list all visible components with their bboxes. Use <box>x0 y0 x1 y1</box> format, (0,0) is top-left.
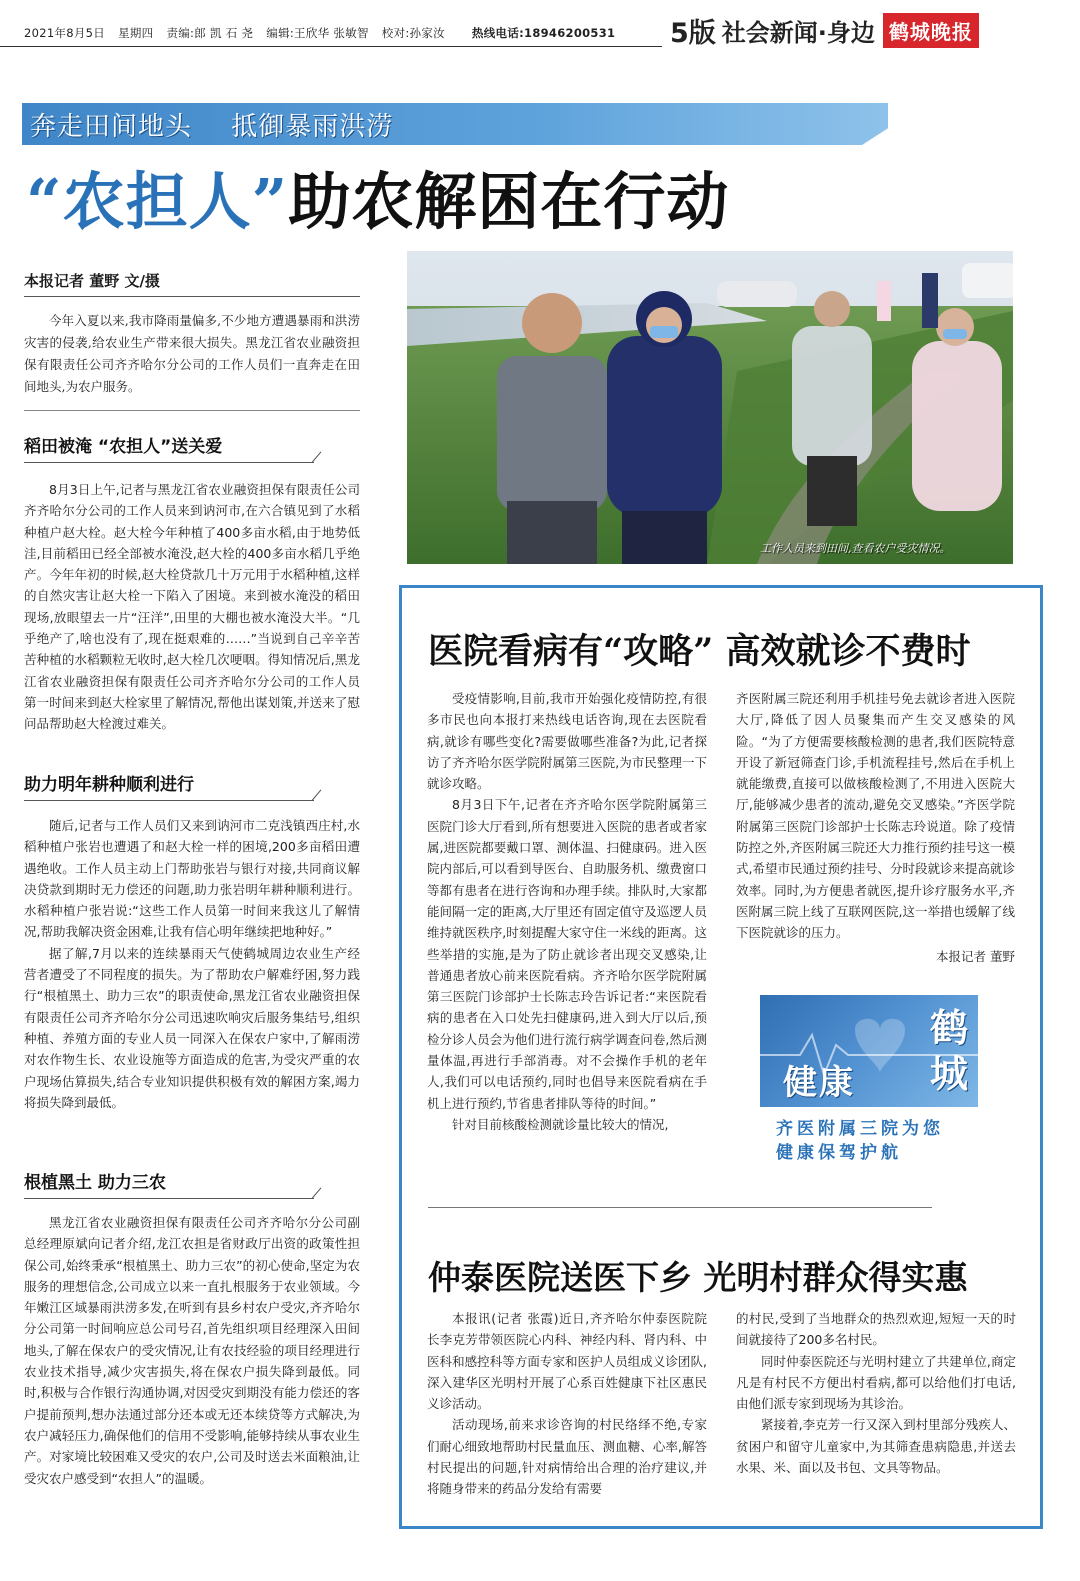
promo-health-text: 健康 <box>783 1063 855 1103</box>
header-rule <box>0 46 662 47</box>
article-author: 本报记者 董野 <box>936 948 1015 964</box>
section-body-1 <box>24 479 360 735</box>
hospital-headline: 医院看病有“攻略” 高效就诊不费时 <box>428 631 971 672</box>
promo-tagline-1: 齐医附属三院为您 <box>776 1119 944 1139</box>
section-body-3 <box>24 1212 360 1489</box>
byline: 本报记者 董野 文/摄 <box>24 272 160 290</box>
page-number: 5版 <box>670 17 716 49</box>
kicker <box>30 106 423 143</box>
hospital-col-1 <box>427 688 707 1135</box>
paragraph: 据了解,7月以来的连续暴雨天气使鹤城周边农业生产经营者遭受了不同程度的损失。为了帮助农户解难纾困,努力践行“根植黑土、助力三农”的职责使命,黑龙江省农业融资担保有限责任公司齐齐哈尔分公司迅速吹响灾后服务集结号,组织种植、养殖方面的专业人员一同深入在保农户家中,了解雨涝对农作物生长、农业设施等方面造成的危害,为受灾严重的农户现场估算损失,结合专业知识提供积极有效的解困方案,竭力将损失降到最低。 <box>24 945 360 1110</box>
village-col-2 <box>736 1308 1016 1478</box>
subhead: 助力明年耕种顺利进行 <box>24 775 194 795</box>
issue-weekday: 星期四 <box>118 26 154 40</box>
proofreader: 校对:孙家汝 <box>381 26 445 40</box>
subhead: 根植黑土 助力三农 <box>24 1173 166 1193</box>
masthead-logo: 鹤城晚报 <box>883 13 979 48</box>
issue-date: 2021年8月5日 <box>24 26 106 40</box>
page-header-right <box>670 12 979 48</box>
headline-quoted: “农担人” <box>26 165 289 238</box>
paragraph: 黑龙江省农业融资担保有限责任公司齐齐哈尔分公司副总经理原斌向记者介绍,龙江农担是省财政厅出资的政策性担保公司,始终秉承“根植黑土、助力三农”的初心使命,坚定为农服务的理想信念,公司成立以来一直扎根服务于农业领域。今年嫩江区域暴雨洪涝多发,在听到有县乡村农户受灾,齐齐哈尔分公司第一时间响应总公司号召,首先组织项目经理深入田间地头,了解在保农户的受灾情况,让有农技经验的项目经理进行农业技术指导,减少灾害损失,将在保农户损失降到最低。同时,积极与合作银行沟通协调,对因受灾到期没有能力偿还的客户提前预判,想办法通过部分还本或无还本续贷等方式解决,为农户减轻压力,确保他们的信用不受影响,能够持续从事农业生产。对家境比较困难又受灾的农户,公司及时送去米面粮油,让受灾农户感受到“农担人”的温暖。 <box>24 1215 360 1486</box>
subhead: 稻田被淹 “农担人”送关爱 <box>24 437 223 457</box>
hotline: 热线电话:18946200531 <box>471 26 616 40</box>
main-headline <box>26 152 729 241</box>
paragraph: 8月3日下午,记者在齐齐哈尔医学院附属第三医院门诊大厅看到,所有想要进入医院的患者或者家属,进医院都要戴口罩、测体温、扫健康码。进入医院内部后,可以看到导医台、自助服务机、缴费窗口等都有患者在进行咨询和办理手续。排队时,大家都能间隔一定的距离,大厅里还有固定值守及巡逻人员维持就医秩序,时刻提醒大家守住一米线的距离。这些举措的实施,是为了防止就诊者出现交叉感染,让普通患者放心前来医院看病。齐齐哈尔医学院附属第三医院门诊部护士长陈志玲告诉记者:“来医院看病的患者在入口处先扫健康码,进入到大厅以后,预检分诊人员会为他们进行流行病学调查问卷,然后测量体温,再进行手部消毒。对不会操作手机的老年人,我们可以电话预约,同时也倡导来医院看病在手机上进行预约,节省患者排队等待的时间。” <box>427 797 707 1111</box>
promo-city-text: 鹤城 <box>930 1006 969 1096</box>
kicker-part-2: 抵御暴雨洪涝 <box>231 112 394 142</box>
paragraph: 8月3日上午,记者与黑龙江省农业融资担保有限责任公司齐齐哈尔分公司的工作人员来到讷河市,在六合镇见到了水稻种植户赵大栓。赵大栓今年种植了400多亩水稻,由于地势低洼,目前稻田已经全部被水淹没,赵大栓的400多亩水稻几乎绝产。今年年初的时候,赵大栓贷款几十万元用于水稻种植,这样的自然灾害让赵大栓一下陷入了困境。来到被水淹没的稻田现场,放眼望去一片“汪洋”,田里的大棚也被水淹没大半。“几乎绝产了,啥也没有了,现在挺艰难的……”当说到自己辛辛苦苦种植的水稻颗粒无收时,赵大栓几次哽咽。得知情况后,黑龙江省农业融资担保有限责任公司齐齐哈尔分公司的工作人员第一时间来到赵大栓家里了解情况,帮他出谋划策,并送来了慰问品帮助赵大栓渡过难关。 <box>24 482 360 732</box>
byline-rule <box>24 296 360 297</box>
village-headline: 仲泰医院送医下乡 光明村群众得实惠 <box>428 1258 968 1297</box>
subhead-underline <box>24 1176 314 1199</box>
kicker-part-1: 奔走田间地头 <box>30 112 193 142</box>
paragraph: 齐医附属三院还利用手机挂号免去就诊者进入医院大厅,降低了因人员聚集而产生交叉感染的风险。“为了方便需要核酸检测的患者,我们医院特意开设了新冠筛查门诊,手机流程挂号,然后在手机上就能缴费,直接可以做核酸检测了,不用进入医院大厅,能够减少患者的流动,避免交叉感染。”齐医学院附属第三医院门诊部护士长陈志玲说道。除了疫情防控之外,齐医附属三院还大力推行预约挂号这一模式,希望市民通过预约挂号、分时段就诊来提高就诊效率。同时,为方便患者就医,提升诊疗服务水平,齐医附属三院上线了互联网医院,这一举措也缓解了线下医院就诊的压力。 <box>736 691 1015 941</box>
field-scene-illustration <box>407 251 1013 564</box>
issue-meta <box>24 25 624 41</box>
section-body-2 <box>24 815 360 1113</box>
lead-paragraph: 今年入夏以来,我市降雨量偏多,不少地方遭遇暴雨和洪涝灾害的侵袭,给农业生产带来很大损失。黑龙江省农业融资担保有限责任公司齐齐哈尔分公司的工作人员们一直奔走在田间地头,为农户服务。 <box>24 313 360 394</box>
subhead-underline <box>24 440 314 463</box>
paragraph: 受疫情影响,目前,我市开始强化疫情防控,有很多市民也向本报打来热线电话咨询,现在去医院看病,就诊有哪些变化?需要做哪些准备?为此,记者探访了齐齐哈尔医学院附属第三医院,为市民整理一下就诊攻略。 <box>427 691 707 792</box>
paragraph: 紧接着,李克芳一行又深入到村里部分残疾人、贫困户和留守儿童家中,为其筛查患病隐患,并送去水果、米、面以及书包、文具等物品。 <box>736 1417 1016 1476</box>
editors: 编辑:王欣华 张敏智 <box>266 26 369 40</box>
promo-tagline-2: 健康保驾护航 <box>776 1143 902 1163</box>
lead-rule <box>24 410 360 411</box>
paragraph: 针对目前核酸检测就诊量比较大的情况, <box>452 1116 669 1132</box>
subhead-underline <box>24 778 314 801</box>
photo-caption: 工作人员来到田间,查看农户受灾情况。 <box>760 542 951 555</box>
headline-rest: 助农解困在行动 <box>288 165 730 238</box>
paragraph: 活动现场,前来求诊咨询的村民络绎不绝,专家们耐心细致地帮助村民量血压、测血糖、心率,解答村民提出的问题,针对病情给出合理的治疗建议,并将随身带来的药品分发给有需要 <box>427 1417 707 1497</box>
section-name: 社会新闻·身边 <box>721 18 875 47</box>
paragraph: 随后,记者与工作人员们又来到讷河市二克浅镇西庄村,水稻种植户张岩也遭遇了和赵大栓一样的困境,200多亩稻田遭遇绝收。工作人员主动上门帮助张岩与银行对接,共同商议解决贷款到期时无力偿还的问题,助力张岩明年耕种顺利进行。水稻种植户张岩说:“这些工作人员第一时间来我这儿了解情况,帮助我解决资金困难,让我有信心明年继续把地种好。” <box>24 818 360 940</box>
village-col-1 <box>427 1308 707 1500</box>
editor-in-charge: 责编:郎 凯 石 尧 <box>166 26 254 40</box>
news-photo <box>407 251 1013 564</box>
paragraph: 同时仲泰医院还与光明村建立了共建单位,商定凡是有村民不方便出村看病,都可以给他们打电话,由他们派专家到现场为其诊治。 <box>736 1353 1016 1412</box>
paragraph: 的村民,受到了当地群众的热烈欢迎,短短一天的时间就接待了200多名村民。 <box>736 1311 1016 1348</box>
paragraph: 本报讯(记者 张霞)近日,齐齐哈尔仲泰医院院长李克芳带领医院心内科、神经内科、肾内科、中医科和感控科等方面专家和医护人员组成义诊团队,深入建华区光明村开展了心系百姓健康下社区惠民义诊活动。 <box>427 1311 707 1412</box>
hospital-col-2 <box>736 688 1015 967</box>
article-divider <box>428 1207 932 1208</box>
